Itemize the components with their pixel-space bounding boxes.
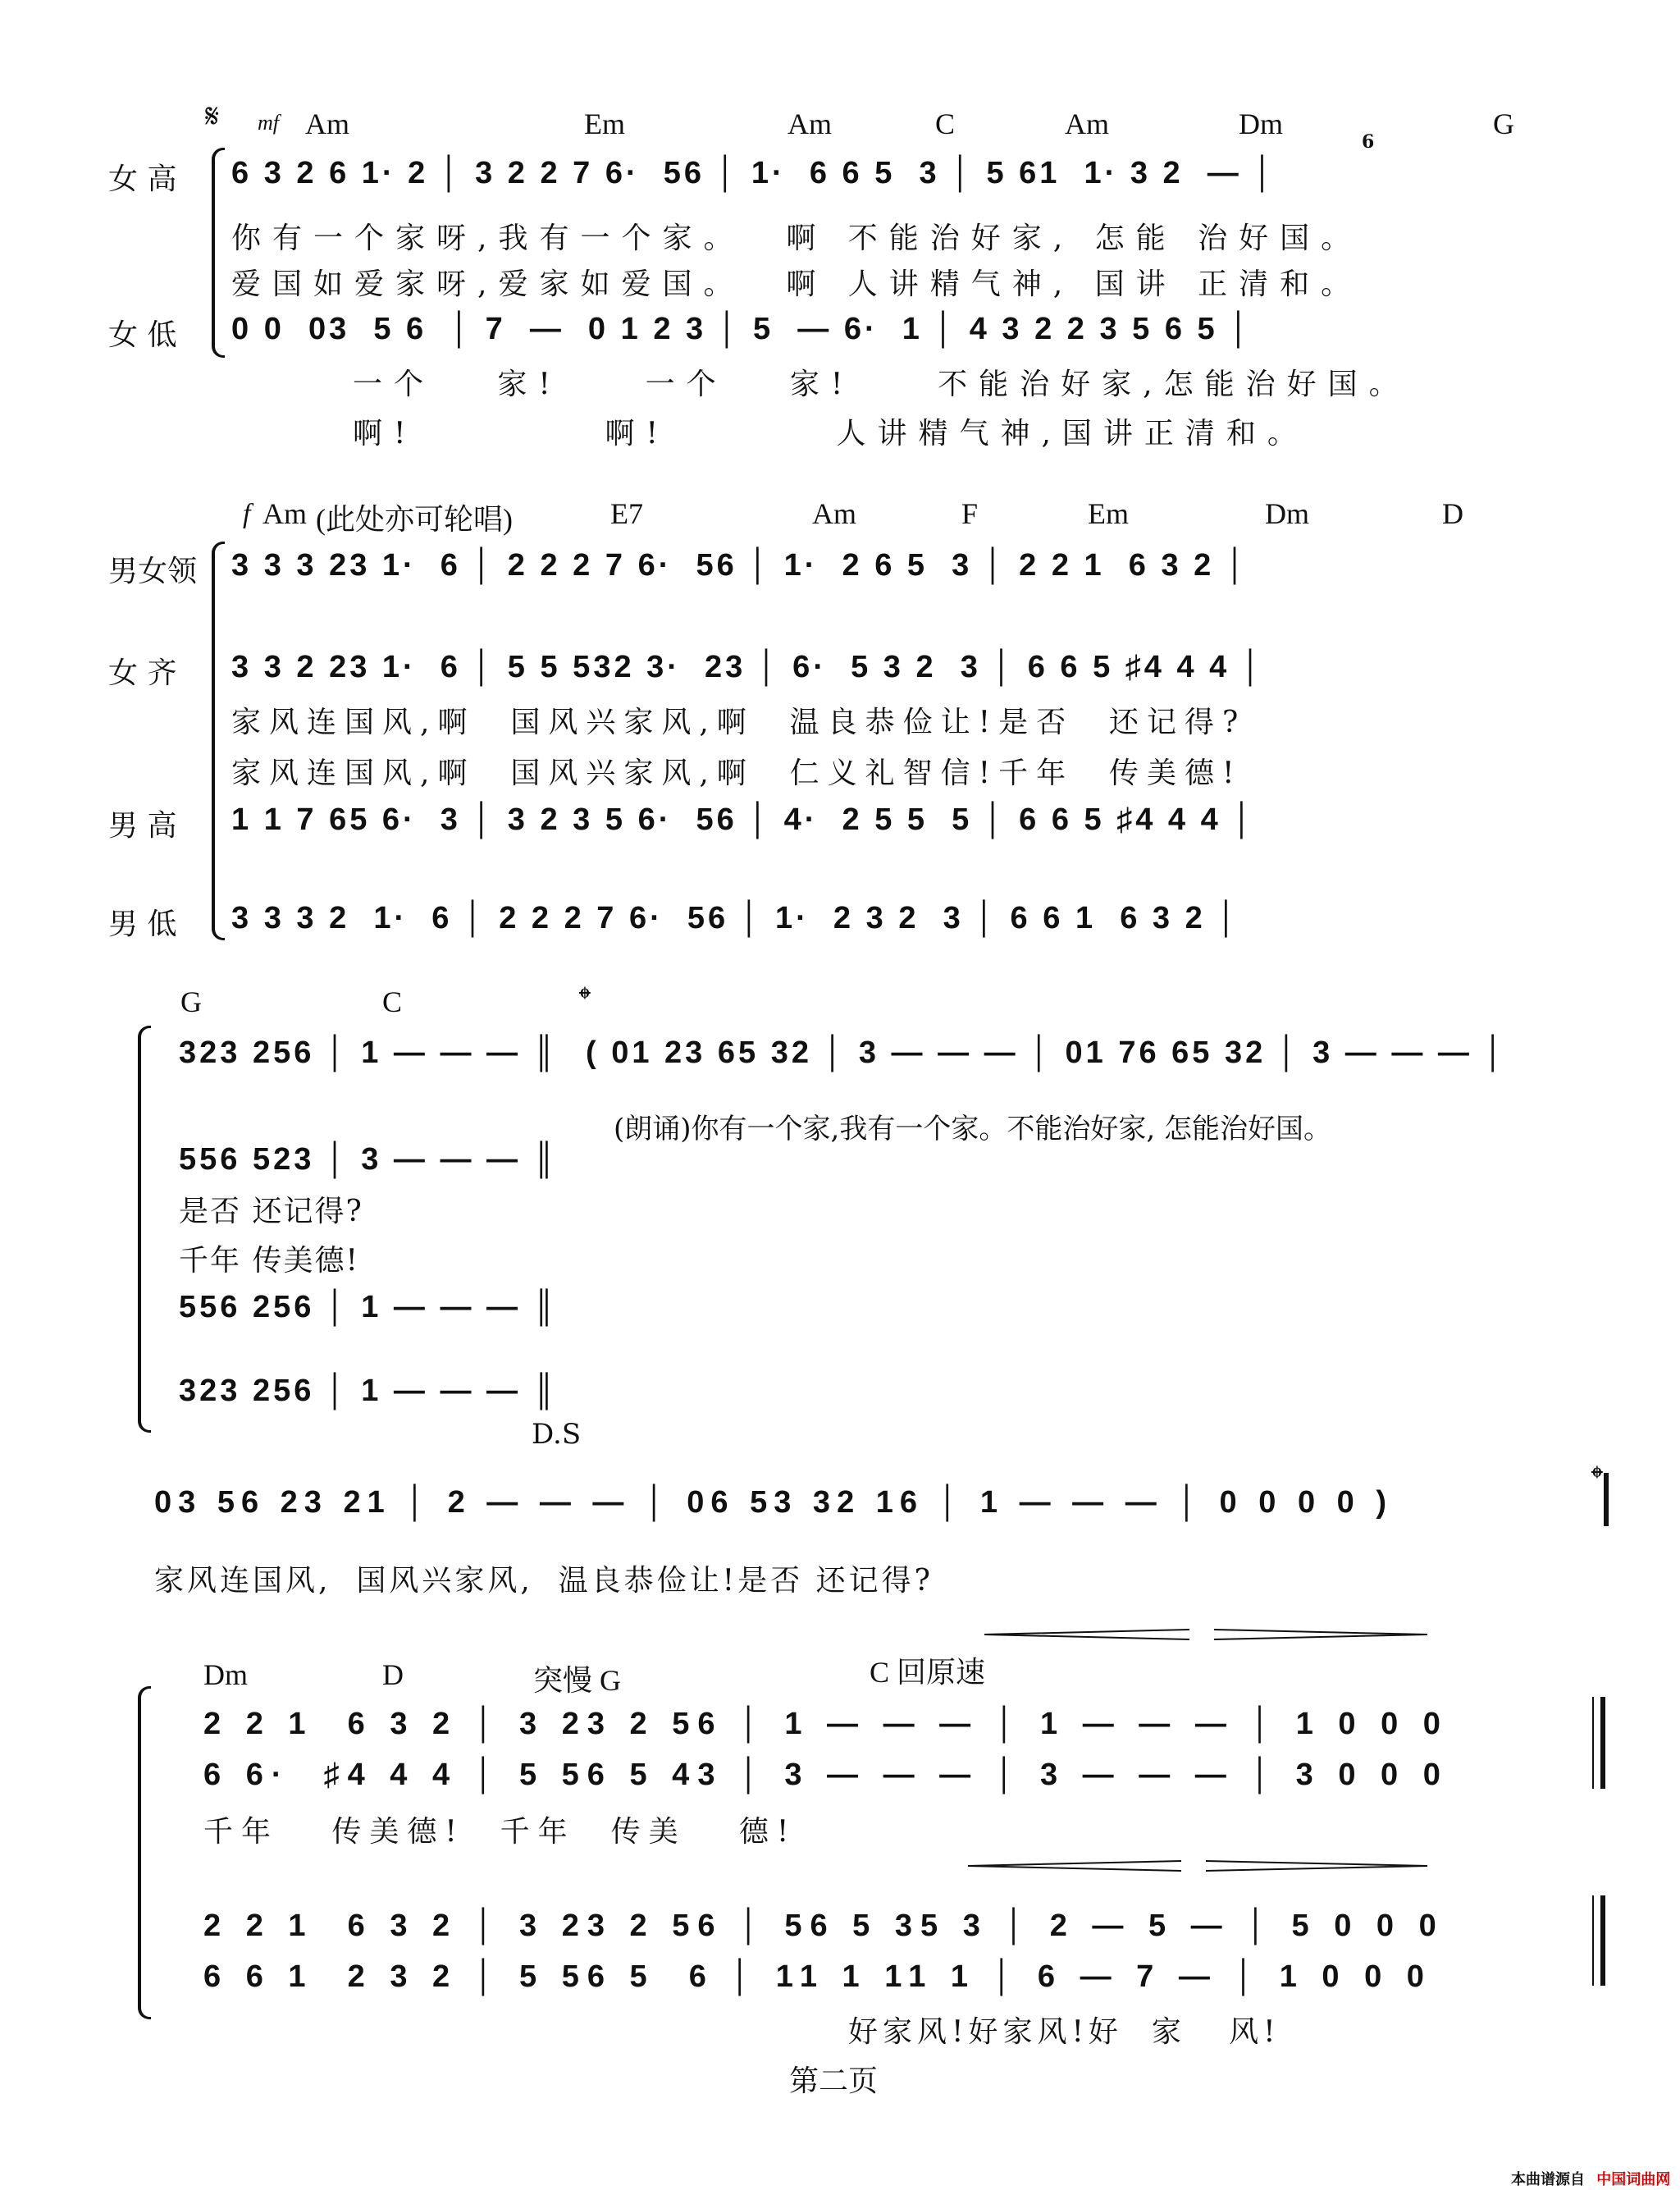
dal-segno-mark: D.S (532, 1418, 582, 1451)
chord-label: D (1442, 497, 1463, 530)
interlude-notes: ( 01 23 65 32 │ 3 — — — │ 01 76 65 32 │ 3 — — — │ (586, 1036, 1508, 1070)
lyric-row: 是否 还记得? (179, 1195, 363, 1228)
chord-label: G (180, 985, 202, 1018)
notes-bass: 3 3 3 2 1· 6 │ 2 2 2 7 6· 56 │ 1· 2 3 2 3 │ 6 6 1 6 3 2 │ (231, 901, 1241, 935)
notes-women-unison: 3 3 2 23 1· 6 │ 5 5 532 3· 23 │ 6· 5 3 2 3 │ 6 6 5 ♯4 4 4 │ (231, 650, 1265, 684)
notes-row: 323 256 │ 1 — — — ║ (179, 1036, 559, 1070)
lyric-row: 千年 传美德! 千年 传美 德! (203, 1815, 797, 1849)
chord-label: 突慢 G (533, 1664, 621, 1697)
lyric-alto-verse1: 一个 家! 一个 家! 不能治好家,怎能治好国。 (353, 368, 1410, 401)
chord-label: C 回原速 (870, 1656, 986, 1689)
chord-label: Am (812, 497, 856, 530)
lyric-verse2: 爱国如爱家呀,爱家如爱国。 啊 人讲精气神, 国讲 正清和。 (231, 267, 1363, 301)
part-label-lead: 男女领 (108, 555, 198, 588)
chord-label: Em (1088, 497, 1129, 530)
part-label-women-unison: 女 齐 (108, 656, 177, 690)
notes-row: 2 2 1 6 3 2 │ 3 23 2 56 │ 56 5 35 3 │ 2 — 5 — │ 5 0 0 0 (203, 1909, 1445, 1943)
notes-soprano: 6 3 2 6 1· 2 │ 3 2 2 7 6· 56 │ 1· 6 6 5 3 │ 5 61 1· 3 2 — │ (231, 156, 1277, 190)
final-barline (1593, 1473, 1606, 1986)
chord-label: F (961, 497, 979, 530)
grace-note: 6 (1362, 131, 1375, 153)
lyric-row: 好家风!好家风!好 家 风! (848, 2015, 1281, 2049)
footer-prefix: 本曲谱源自 (1511, 2171, 1585, 2188)
notes-row: 6 6· ♯4 4 4 │ 5 56 5 43 │ 3 — — — │ 3 — — — │ 3 0 0 0 (203, 1758, 1449, 1792)
chord-label: Dm (1265, 497, 1309, 530)
interlude-lyric: 家风连国风, 国风兴家风, 温良恭俭让!是否 还记得? (154, 1564, 934, 1598)
page-number: 第二页 (789, 2064, 879, 2098)
notes-row: 556 523 │ 3 — — — ║ (179, 1142, 559, 1177)
chord-label: Dm (1239, 107, 1283, 140)
segno-sign: 𝄋 (205, 98, 220, 135)
part-label-soprano: 女 高 (108, 162, 177, 196)
chord-label: Dm (203, 1658, 248, 1691)
lyric-chorus-verse2: 家风连国风,啊 国风兴家风,啊 仁义礼智信!千年 传美德! (231, 757, 1243, 790)
chord-label: C (382, 985, 403, 1018)
chord-label: D (382, 1658, 404, 1691)
lyric-alto-verse2: 啊! 啊! 人讲精气神,国讲正清和。 (353, 417, 1308, 450)
notes-row: 2 2 1 6 3 2 │ 3 23 2 56 │ 1 — — — │ 1 — — — │ 1 0 0 0 (203, 1707, 1449, 1741)
part-label-alto: 女 低 (108, 318, 177, 352)
chord-label: C (935, 107, 956, 140)
recitation-text: (朗诵)你有一个家,我有一个家。不能治好家, 怎能治好国。 (614, 1113, 1331, 1145)
chord-label: Am (262, 497, 307, 530)
footer-site[interactable]: 中国词曲网 (1596, 2171, 1671, 2188)
lyric-verse1: 你有一个家呀,我有一个家。 啊 不能治好家, 怎能 治好国。 (231, 222, 1363, 255)
lyric-row: 千年 传美德! (179, 1244, 359, 1278)
chord-label: Am (305, 107, 349, 140)
chord-label: G (1493, 107, 1514, 140)
dynamic-mf: mf (258, 111, 279, 135)
coda-sign: 𝄌 (579, 981, 591, 1017)
chord-label: Am (1065, 107, 1109, 140)
chord-label: Am (788, 107, 832, 140)
coda-sign: 𝄌 (1591, 1460, 1603, 1497)
part-label-bass: 男 低 (108, 908, 177, 941)
lyric-chorus-verse1: 家风连国风,啊 国风兴家风,啊 温良恭俭让!是否 还记得? (231, 706, 1247, 739)
notes-alto: 0 0 03 5 6 │ 7 — 0 1 2 3 │ 5 — 6· 1 │ 4 3 2 2 3 5 6 5 │ (231, 312, 1253, 346)
notes-lead: 3 3 3 23 1· 6 │ 2 2 2 7 6· 56 │ 1· 2 6 5 3 │ 2 2 1 6 3 2 │ (231, 548, 1249, 583)
notes-tenor: 1 1 7 65 6· 3 │ 3 2 3 5 6· 56 │ 4· 2 5 5 5 │ 6 6 5 ♯4 4 4 │ (231, 802, 1257, 837)
crescendo-hairpin (968, 1630, 1427, 1871)
notes-row: 556 256 │ 1 — — — ║ (179, 1290, 559, 1324)
dynamic-f: f (243, 499, 251, 529)
chord-annotation: (此处亦可轮唱) (316, 503, 513, 536)
chord-label: E7 (610, 497, 643, 530)
notes-row: 323 256 │ 1 — — — ║ (179, 1374, 559, 1408)
chord-label: Em (584, 107, 625, 140)
part-label-tenor: 男 高 (108, 809, 177, 843)
notes-row: 6 6 1 2 3 2 │ 5 56 5 6 │ 11 1 11 1 │ 6 — 7 — │ 1 0 0 0 (203, 1959, 1432, 1994)
interlude-notes-2: 03 56 23 21 │ 2 — — — │ 06 53 32 16 │ 1 — — — │ 0 0 0 0 ) (154, 1485, 1393, 1520)
